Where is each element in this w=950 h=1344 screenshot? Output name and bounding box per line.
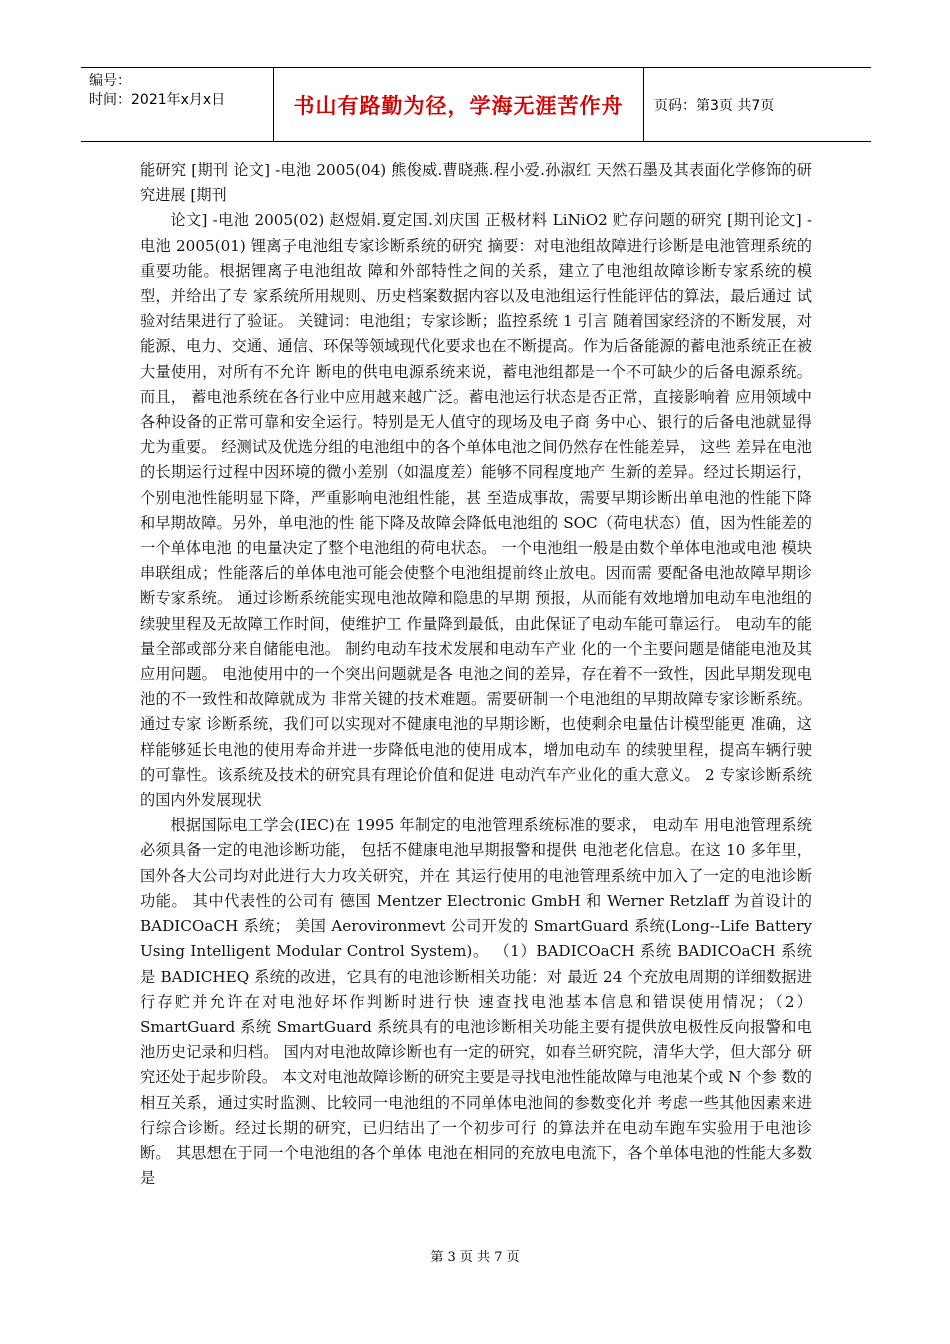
footer-page-number: 第 3 页 共 7 页 (430, 1250, 520, 1265)
date-label: 时间：2021年x月x日 (89, 92, 226, 108)
paragraph: 能研究 [期刊 论文] -电池 2005(04) 熊俊威.曹晓燕.程小爱.孙淑红 天然石墨及其表面化学修饰的研究进展 [期刊 (140, 161, 812, 205)
paragraph: 论文] -电池 2005(02) 赵煜娟.夏定国.刘庆国 正极材料 LiNiO2 贮存问题的研究 [期刊论文] -电池 2005(01) 锂离子电池组专家诊断系统的研究 摘要：对电池组故障进行诊断是电池管理系统的重要功能。根据锂离子电池组故 障和外部特性之间的关系，建立了电池组故障诊断专家系统的模型，并给出了专 家系统所用规则、历史档案数据内容以及电池组运行性能评估的算法，最后通过 试验对结果进行了验证。 关键词：电池组；专家诊断；监控系统 1 引言 随着国家经济的不断发展，对能源、电力、交通、通信、环保等领域现代化要求也在不断提高。作为后备能源的蓄电池系统正在被大量使用，对所有不允许 断电的供电电源系统来说，蓄电池组都是一个不可缺少的后备电源系统。而且， 蓄电池系统在各行业中应用越来越广泛。蓄电池运行状态是否正常，直接影响着 应用领域中各种设备的正常可靠和安全运行。特别是无人值守的现场及电子商 务中心、银行的后备电池就显得尤为重要。 经测试及优选分组的电池组中的各个单体电池之间仍然存在性能差异， 这些 差异在电池的长期运行过程中因环境的微小差别（如温度差）能够不同程度地产 生新的差异。经过长期运行，个别电池性能明显下降，严重影响电池组性能，甚 至造成事故，需要早期诊断出单电池的性能下降和早期故障。另外，单电池的性 能下降及故障会降低电池组的 SOC（荷电状态）值，因为性能差的一个单体电池 的电量决定了整个电池组的荷电状态。 一个电池组一般是由数个单体电池或电池 模块串联组成；性能落后的单体电池可能会使整个电池组提前终止放电。因而需 要配备电池故障早期诊断专家系统。 通过诊断系统能实现电池故障和隐患的早期 预报，从而能有效地增加电动车电池组的续驶里程及无故障工作时间，使维护工 作量降到最低，由此保证了电动车能可靠运行。 电动车的能量全部或部分来自储能电池。 制约电动车技术发展和电动车产业 化的一个主要问题是储能电池及其应用问题。 电池使用中的一个突出问题就是各 电池之间的差异，存在着不一致性，因此早期发现电池的不一致性和故障就成为 非常关键的技术难题。需要研制一个电池组的早期故障专家诊断系统。通过专家 诊断系统，我们可以实现对不健康电池的早期诊断，也使剩余电量估计模型能更 准确，这样能够延长电池的使用寿命并进一步降低电池的使用成本，增加电动车 的续驶里程，提高车辆行驶的可靠性。该系统及技术的研究具有理论价值和促进 电动汽车产业化的重大意义。 2 专家诊断系统的国内外发展现状 (140, 211, 812, 810)
header-page-cell (644, 68, 871, 141)
page-footer (0, 1246, 950, 1265)
paragraph: 根据国际电工学会(IEC)在 1995 年制定的电池管理系统标准的要求， 电动车 用电池管理系统必须具备一定的电池诊断功能， 包括不健康电池早期报警和提供 电池老化信息。在这 10 多年里，国外各大公司均对此进行大力攻关研究，并在 其运行使用的电池管理系统中加入了一定的电池诊断功能。 其中代表性的公司有 德国 Mentzer Electronic GmbH 和 Werner Retzlaff 为首设计的 BADICOaCH 系统； 美国 Aerovironmevt 公司开发的 SmartGuard 系统(Long--Life Battery Using Intelligent Modular Control System)。 （1）BADICOaCH 系统 BADICOaCH 系统是 BADICHEQ 系统的改进，它具有的电池诊断相关功能：对 最近 24 个充放电周期的详细数据进行存贮并允许在对电池好坏作判断时进行快 速查找电池基本信息和错误使用情况；（2）SmartGuard 系统 SmartGuard 系统具有的电池诊断相关功能主要有提供放电极性反向报警和电 池历史记录和归档。 国内对电池故障诊断也有一定的研究，如春兰研究院，清华大学，但大部分 研究还处于起步阶段。 本文对电池故障诊断的研究主要是寻找电池性能故障与电池某个或 N 个参 数的相互关系，通过实时监测、比较同一电池组的不同单体电池间的参数变化并 考虑一些其他因素来进行综合诊断。经过长期的研究，已归结出了一个初步可行 的算法并在电动车跑车实验用于电池诊断。 其思想在于同一个电池组的各个单体 电池在相同的充放电电流下，各个单体电池的性能大多数是 (140, 816, 812, 1188)
header-motto-cell (274, 68, 644, 141)
document-body (140, 158, 812, 1191)
page-label: 页码：第3页 共7页 (654, 97, 775, 114)
header-meta (81, 68, 274, 141)
number-label: 编号： (89, 73, 131, 89)
document-header (81, 67, 871, 142)
motto-text: 书山有路勤为径，学海无涯苦作舟 (293, 93, 624, 118)
